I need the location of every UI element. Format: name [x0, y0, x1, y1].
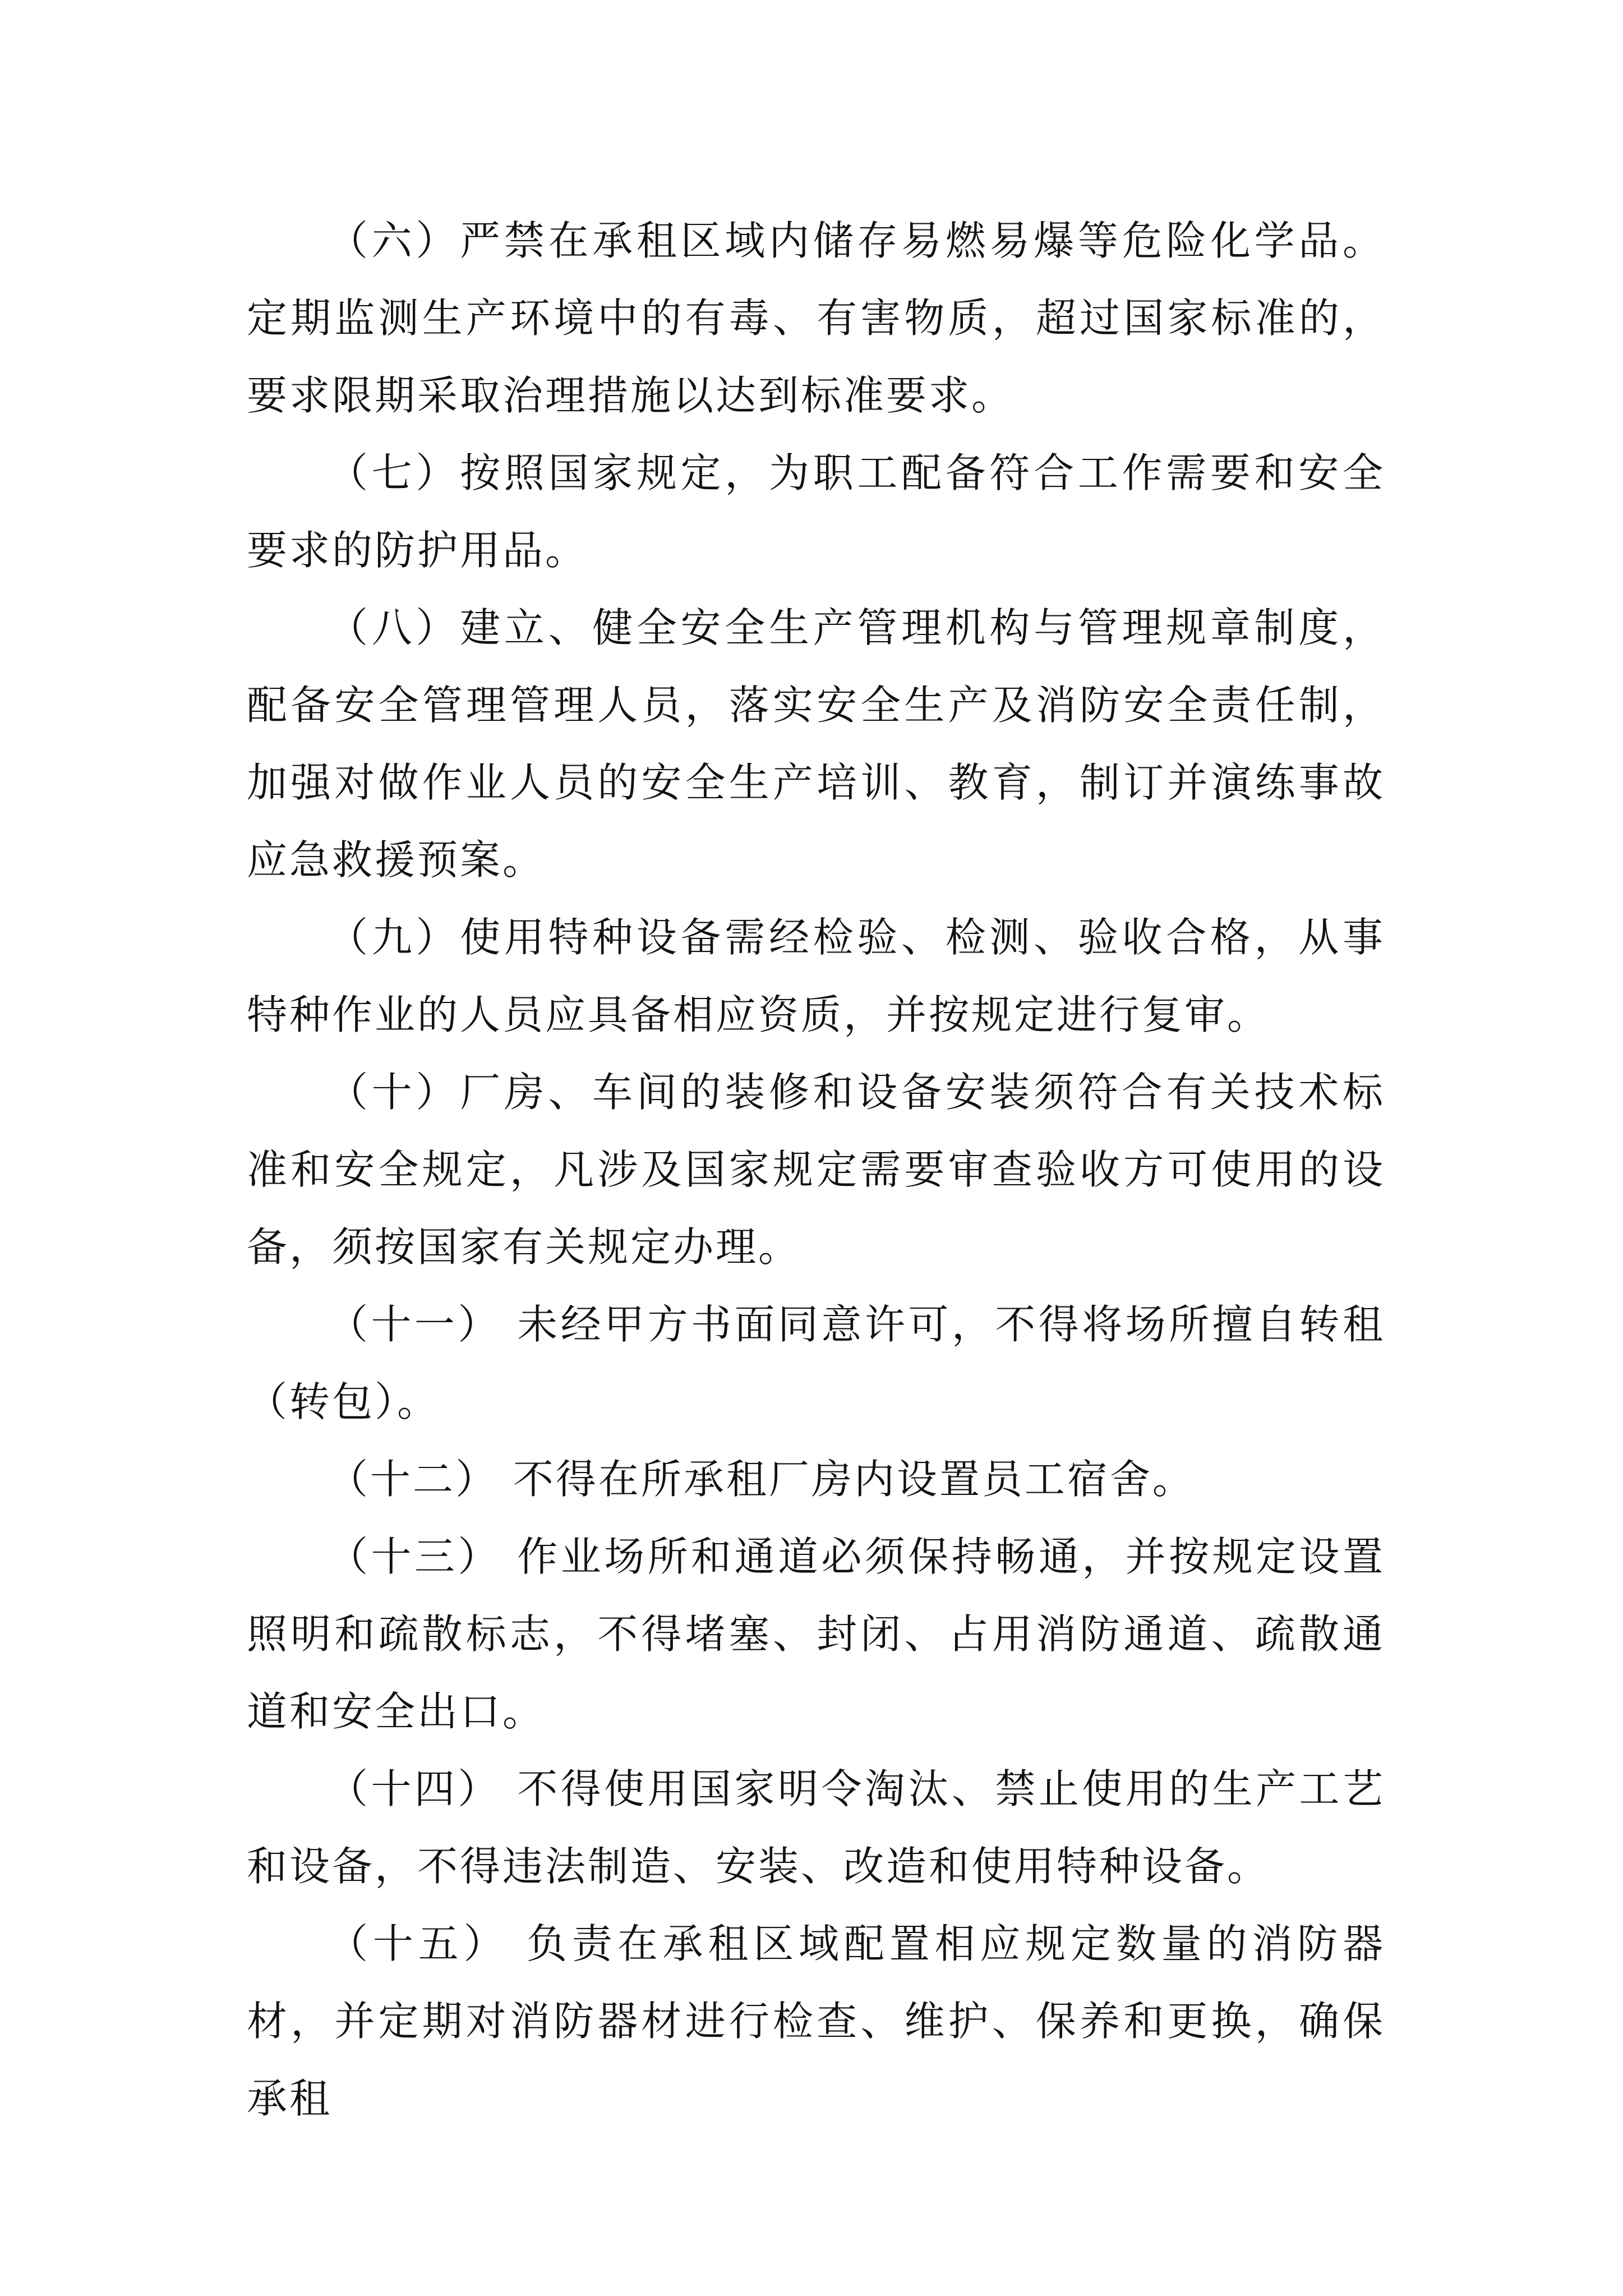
paragraph-7: （七）按照国家规定，为职工配备符合工作需要和安全要求的防护用品。 [247, 449, 1385, 574]
paragraph-13: （十三） 作业场所和通道必须保持畅通，并按规定设置照明和疏散标志，不得堵塞、封闭、占用消防通道、疏散通道和安全出口。 [247, 1533, 1385, 1735]
paragraph-11: （十一） 未经甲方书面同意许可，不得将场所擅自转租（转包）。 [247, 1301, 1385, 1425]
paragraph-9: （九）使用特种设备需经检验、检测、验收合格，从事特种作业的人员应具备相应资质，并按规定进行复审。 [247, 914, 1385, 1038]
paragraph-15: （十五） 负责在承租区域配置相应规定数量的消防器材，并定期对消防器材进行检查、维护、保养和更换，确保承租 [247, 1920, 1385, 2122]
paragraph-10: （十）厂房、车间的装修和设备安装须符合有关技术标准和安全规定，凡涉及国家规定需要审查验收方可使用的设备，须按国家有关规定办理。 [247, 1069, 1385, 1271]
document-body [247, 202, 1385, 2137]
paragraph-12: （十二） 不得在所承租厂房内设置员工宿舍。 [328, 1456, 1195, 1503]
paragraph-14: （十四） 不得使用国家明令淘汰、禁止使用的生产工艺和设备，不得违法制造、安装、改造和使用特种设备。 [247, 1765, 1385, 1890]
paragraph-8: （八）建立、健全安全生产管理机构与管理规章制度，配备安全管理管理人员，落实安全生产及消防安全责任制，加强对做作业人员的安全生产培训、教育，制订并演练事故应急救援预案。 [247, 604, 1385, 884]
paragraph-6: （六）严禁在承租区域内储存易燃易爆等危险化学品。定期监测生产环境中的有毒、有害物质，超过国家标准的，要求限期采取治理措施以达到标准要求。 [247, 217, 1385, 419]
